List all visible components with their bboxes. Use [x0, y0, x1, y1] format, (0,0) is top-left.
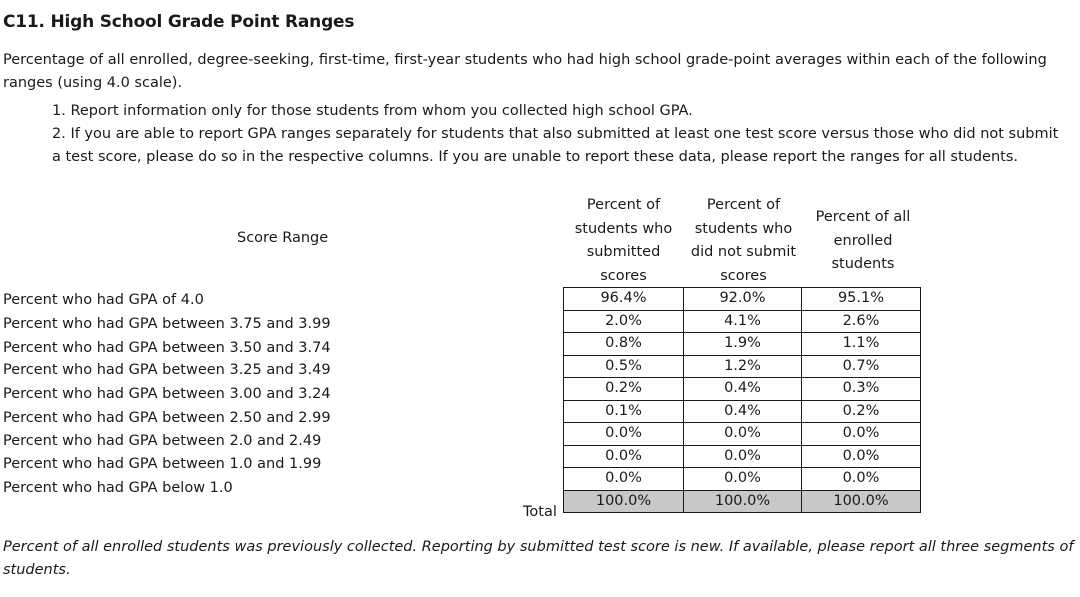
row-label: Percent who had GPA between 2.50 and 2.99	[3, 410, 331, 426]
table-cell: 1.9%	[684, 333, 802, 356]
table-row	[564, 445, 921, 468]
table-cell: 2.0%	[564, 310, 684, 333]
total-row	[564, 490, 921, 513]
table-row	[564, 378, 921, 401]
table-cell: 0.0%	[684, 468, 802, 491]
intro-paragraph: Percentage of all enrolled, degree-seeking, first-time, first-year students who had high school grade-point averages within each of the following ranges (using 4.0 scale).	[3, 52, 1047, 91]
instruction-item-2: 2. If you are able to report GPA ranges separately for students that also submitted at least one test score versus those who did not submit a test score, please do so in the respective columns. If you are unable to report these data, please report the ranges for all students.	[52, 126, 1059, 165]
instruction-list	[52, 100, 1062, 169]
table-cell: 0.0%	[564, 423, 684, 446]
total-cell: 100.0%	[564, 490, 684, 513]
row-label: Percent who had GPA between 3.00 and 3.24	[3, 386, 331, 402]
column-header-all-enrolled: Percent of all enrolled students	[815, 209, 911, 272]
total-cell: 100.0%	[802, 490, 921, 513]
table-cell: 0.4%	[684, 378, 802, 401]
table-cell: 0.2%	[802, 400, 921, 423]
row-label: Percent who had GPA between 2.0 and 2.49	[3, 433, 322, 449]
section-title: C11. High School Grade Point Ranges	[3, 12, 355, 32]
column-header-submitted: Percent of students who submitted scores	[574, 197, 673, 284]
table-cell: 0.0%	[564, 468, 684, 491]
table-row	[564, 333, 921, 356]
row-label: Percent who had GPA below 1.0	[3, 480, 233, 496]
table-cell: 0.0%	[684, 445, 802, 468]
table-cell: 0.0%	[564, 445, 684, 468]
score-range-header: Score Range	[237, 230, 329, 246]
table-cell: 0.2%	[564, 378, 684, 401]
total-label: Total	[523, 504, 557, 520]
table-cell: 0.5%	[564, 355, 684, 378]
table-cell: 0.4%	[684, 400, 802, 423]
footnote: Percent of all enrolled students was previously collected. Reporting by submitted test score is new. If available, please report all three segments of students.	[3, 539, 1074, 578]
table-row	[564, 288, 921, 311]
table-row	[564, 310, 921, 333]
table-cell: 0.0%	[684, 423, 802, 446]
table-row	[564, 355, 921, 378]
table-cell: 95.1%	[802, 288, 921, 311]
table-cell: 1.1%	[802, 333, 921, 356]
table-cell: 0.7%	[802, 355, 921, 378]
row-label: Percent who had GPA between 3.25 and 3.49	[3, 362, 331, 378]
table-cell: 0.8%	[564, 333, 684, 356]
table-cell: 1.2%	[684, 355, 802, 378]
row-label: Percent who had GPA between 3.50 and 3.74	[3, 340, 331, 356]
table-row	[564, 423, 921, 446]
table-cell: 0.0%	[802, 423, 921, 446]
table-row	[564, 468, 921, 491]
table-cell: 0.3%	[802, 378, 921, 401]
row-label: Percent who had GPA between 3.75 and 3.99	[3, 316, 331, 332]
row-label: Percent who had GPA of 4.0	[3, 292, 204, 308]
table-cell: 2.6%	[802, 310, 921, 333]
total-cell: 100.0%	[684, 490, 802, 513]
row-label: Percent who had GPA between 1.0 and 1.99	[3, 456, 322, 472]
column-header-not-submitted: Percent of students who did not submit scores	[690, 197, 797, 284]
gpa-table	[563, 287, 921, 513]
instruction-item-1: 1. Report information only for those students from whom you collected high school GPA.	[52, 103, 693, 119]
table-row	[564, 400, 921, 423]
table-cell: 96.4%	[564, 288, 684, 311]
table-cell: 0.0%	[802, 468, 921, 491]
table-cell: 0.0%	[802, 445, 921, 468]
table-cell: 4.1%	[684, 310, 802, 333]
table-cell: 92.0%	[684, 288, 802, 311]
table-cell: 0.1%	[564, 400, 684, 423]
